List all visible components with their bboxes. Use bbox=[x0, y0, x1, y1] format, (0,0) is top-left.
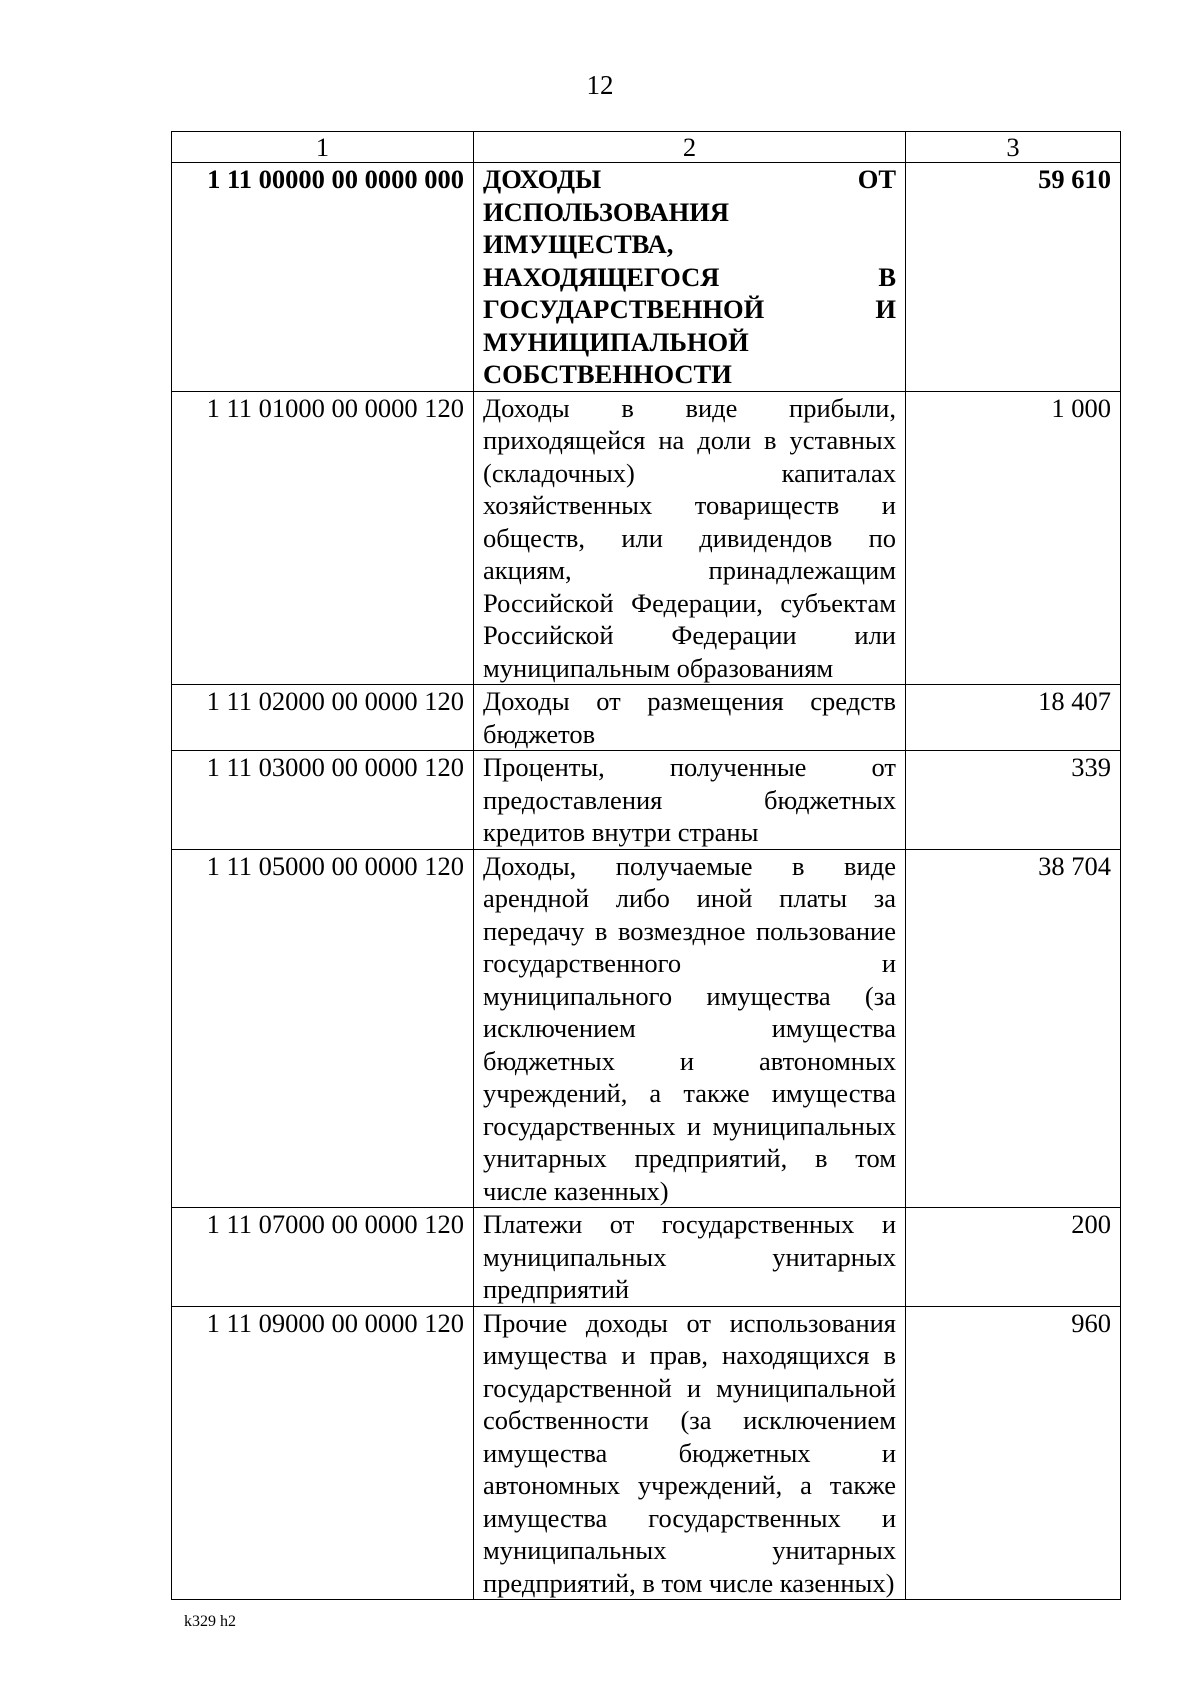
revenue-amount: 960 bbox=[906, 1306, 1121, 1600]
revenue-name: Платежи от государственных и муниципальных унитарных предприятий bbox=[474, 1208, 906, 1307]
revenue-name: Доходы в виде прибыли, приходящейся на доли в уставных (складочных) капиталах хозяйственных товариществ и обществ, или дивидендов по акциям, принадлежащим Российской Федерации, субъектам Российской Федерации или муниципальным образованиям bbox=[474, 391, 906, 685]
revenue-code: 1 11 05000 00 0000 120 bbox=[172, 849, 474, 1208]
table-row bbox=[172, 1208, 1121, 1307]
table-row bbox=[172, 1306, 1121, 1600]
revenue-amount: 59 610 bbox=[906, 163, 1121, 392]
revenue-code: 1 11 02000 00 0000 120 bbox=[172, 685, 474, 751]
revenue-code: 1 11 07000 00 0000 120 bbox=[172, 1208, 474, 1307]
revenue-name: Проценты, полученные от предоставления бюджетных кредитов внутри страны bbox=[474, 751, 906, 850]
table-header-row bbox=[172, 132, 1121, 163]
revenue-amount: 200 bbox=[906, 1208, 1121, 1307]
revenue-code: 1 11 00000 00 0000 000 bbox=[172, 163, 474, 392]
revenue-code: 1 11 01000 00 0000 120 bbox=[172, 391, 474, 685]
column-header-2: 2 bbox=[474, 132, 906, 163]
budget-revenue-table bbox=[171, 131, 1121, 1600]
column-header-1: 1 bbox=[172, 132, 474, 163]
revenue-amount: 18 407 bbox=[906, 685, 1121, 751]
revenue-amount: 1 000 bbox=[906, 391, 1121, 685]
table-row bbox=[172, 751, 1121, 850]
revenue-name: Доходы от размещения средств бюджетов bbox=[474, 685, 906, 751]
revenue-amount: 339 bbox=[906, 751, 1121, 850]
table-row bbox=[172, 849, 1121, 1208]
revenue-amount: 38 704 bbox=[906, 849, 1121, 1208]
document-footer-code: k329 h2 bbox=[184, 1613, 236, 1630]
revenue-code: 1 11 09000 00 0000 120 bbox=[172, 1306, 474, 1600]
table-row bbox=[172, 163, 1121, 392]
revenue-code: 1 11 03000 00 0000 120 bbox=[172, 751, 474, 850]
revenue-name: ДОХОДЫ ОТ ИСПОЛЬЗОВАНИЯ ИМУЩЕСТВА, НАХОДЯЩЕГОСЯ В ГОСУДАРСТВЕННОЙ И МУНИЦИПАЛЬНОЙ СОБСТВЕННОСТИ bbox=[474, 163, 906, 392]
revenue-name: Доходы, получаемые в виде арендной либо иной платы за передачу в возмездное пользование государственного и муниципального имущества (за исключением имущества бюджетных и автономных учреждений, а также имущества государственных и муниципальных унитарных предприятий, в том числе казенных) bbox=[474, 849, 906, 1208]
column-header-3: 3 bbox=[906, 132, 1121, 163]
page-number: 12 bbox=[586, 70, 614, 100]
revenue-name: Прочие доходы от использования имущества и прав, находящихся в государственной и муниципальной собственности (за исключением имущества бюджетных и автономных учреждений, а также имущества государственных и муниципальных унитарных предприятий, в том числе казенных) bbox=[474, 1306, 906, 1600]
table-row bbox=[172, 391, 1121, 685]
table-row bbox=[172, 685, 1121, 751]
